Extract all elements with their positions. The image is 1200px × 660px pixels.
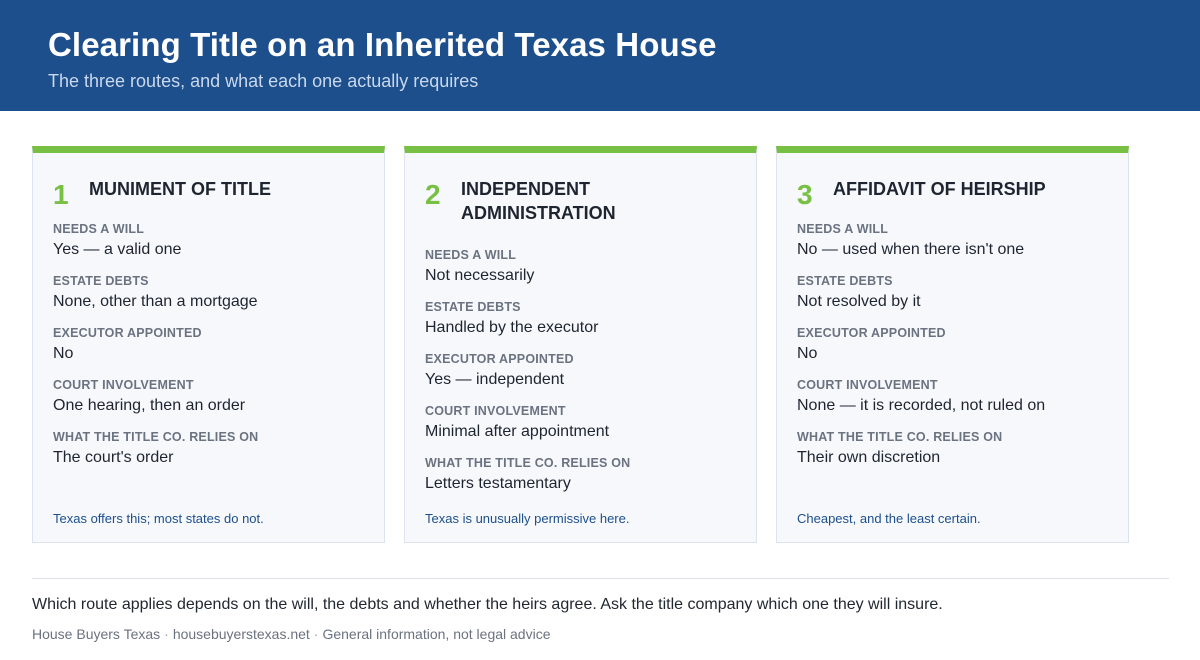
route-card-independent-administration bbox=[404, 146, 757, 543]
field-label: NEEDS A WILL bbox=[425, 248, 517, 262]
route-name-line1: INDEPENDENT bbox=[461, 179, 591, 199]
footer-advice: Which route applies depends on the will, the debts and whether the heirs agree. Ask the title company which one they will insure. bbox=[32, 596, 943, 613]
field-needs-will bbox=[425, 248, 745, 300]
field-label: ESTATE DEBTS bbox=[53, 274, 149, 288]
route-note: Texas offers this; most states do not. bbox=[53, 511, 264, 526]
route-card-affidavit bbox=[776, 146, 1129, 543]
field-court bbox=[797, 378, 1117, 430]
field-value: None — it is recorded, not ruled on bbox=[797, 397, 1046, 414]
field-value: Handled by the executor bbox=[425, 319, 599, 336]
field-label: ESTATE DEBTS bbox=[797, 274, 893, 288]
page-title: Clearing Title on an Inherited Texas House bbox=[48, 26, 717, 63]
credit-disclaimer: General information, not legal advice bbox=[322, 626, 551, 642]
field-label: NEEDS A WILL bbox=[53, 222, 145, 236]
footer-credit bbox=[32, 626, 551, 642]
field-label: EXECUTOR APPOINTED bbox=[425, 352, 574, 366]
field-estate-debts bbox=[53, 274, 373, 326]
credit-company: House Buyers Texas bbox=[32, 626, 161, 642]
field-title-co bbox=[425, 456, 745, 508]
header-banner bbox=[0, 0, 1200, 111]
field-label: WHAT THE TITLE CO. RELIES ON bbox=[425, 456, 631, 470]
credit-separator: · bbox=[164, 626, 169, 642]
field-label: WHAT THE TITLE CO. RELIES ON bbox=[797, 430, 1003, 444]
credit-site: housebuyerstexas.net bbox=[172, 626, 310, 642]
route-note: Cheapest, and the least certain. bbox=[797, 511, 981, 526]
field-needs-will bbox=[797, 222, 1117, 274]
field-estate-debts bbox=[425, 300, 745, 352]
page-subtitle: The three routes, and what each one actually requires bbox=[48, 71, 479, 91]
field-label: EXECUTOR APPOINTED bbox=[53, 326, 202, 340]
field-value: Minimal after appointment bbox=[425, 423, 610, 440]
footer-divider bbox=[32, 578, 1169, 579]
field-label: ESTATE DEBTS bbox=[425, 300, 521, 314]
field-label: NEEDS A WILL bbox=[797, 222, 889, 236]
route-fields bbox=[53, 222, 373, 482]
field-value: Yes — independent bbox=[425, 371, 565, 388]
route-name: AFFIDAVIT OF HEIRSHIP bbox=[833, 179, 1046, 199]
field-value: No bbox=[797, 345, 818, 362]
field-executor bbox=[425, 352, 745, 404]
field-value: No — used when there isn't one bbox=[797, 241, 1025, 258]
field-title-co bbox=[53, 430, 373, 482]
route-number: 1 bbox=[53, 179, 69, 210]
field-needs-will bbox=[53, 222, 373, 274]
route-note: Texas is unusually permissive here. bbox=[425, 511, 630, 526]
route-name-line2: ADMINISTRATION bbox=[461, 203, 616, 223]
field-value: Not resolved by it bbox=[797, 293, 921, 310]
field-value: Letters testamentary bbox=[425, 475, 571, 492]
field-label: EXECUTOR APPOINTED bbox=[797, 326, 946, 340]
field-estate-debts bbox=[797, 274, 1117, 326]
field-value: Their own discretion bbox=[797, 449, 941, 466]
field-label: COURT INVOLVEMENT bbox=[53, 378, 194, 392]
credit-separator: · bbox=[313, 626, 319, 642]
field-value: Yes — a valid one bbox=[53, 241, 182, 258]
field-court bbox=[53, 378, 373, 430]
field-value: None, other than a mortgage bbox=[53, 293, 258, 310]
field-value: Not necessarily bbox=[425, 267, 535, 284]
route-fields bbox=[797, 222, 1117, 482]
field-court bbox=[425, 404, 745, 456]
field-value: No bbox=[53, 345, 74, 362]
field-label: WHAT THE TITLE CO. RELIES ON bbox=[53, 430, 259, 444]
route-name bbox=[461, 177, 741, 225]
field-value: One hearing, then an order bbox=[53, 397, 246, 414]
route-card-muniment bbox=[32, 146, 385, 543]
field-value: The court's order bbox=[53, 449, 174, 466]
field-executor bbox=[53, 326, 373, 378]
route-fields bbox=[425, 248, 745, 508]
route-name: MUNIMENT OF TITLE bbox=[89, 179, 271, 199]
route-number: 3 bbox=[797, 179, 813, 210]
field-title-co bbox=[797, 430, 1117, 482]
field-label: COURT INVOLVEMENT bbox=[425, 404, 566, 418]
field-executor bbox=[797, 326, 1117, 378]
route-number: 2 bbox=[425, 179, 441, 210]
field-label: COURT INVOLVEMENT bbox=[797, 378, 938, 392]
